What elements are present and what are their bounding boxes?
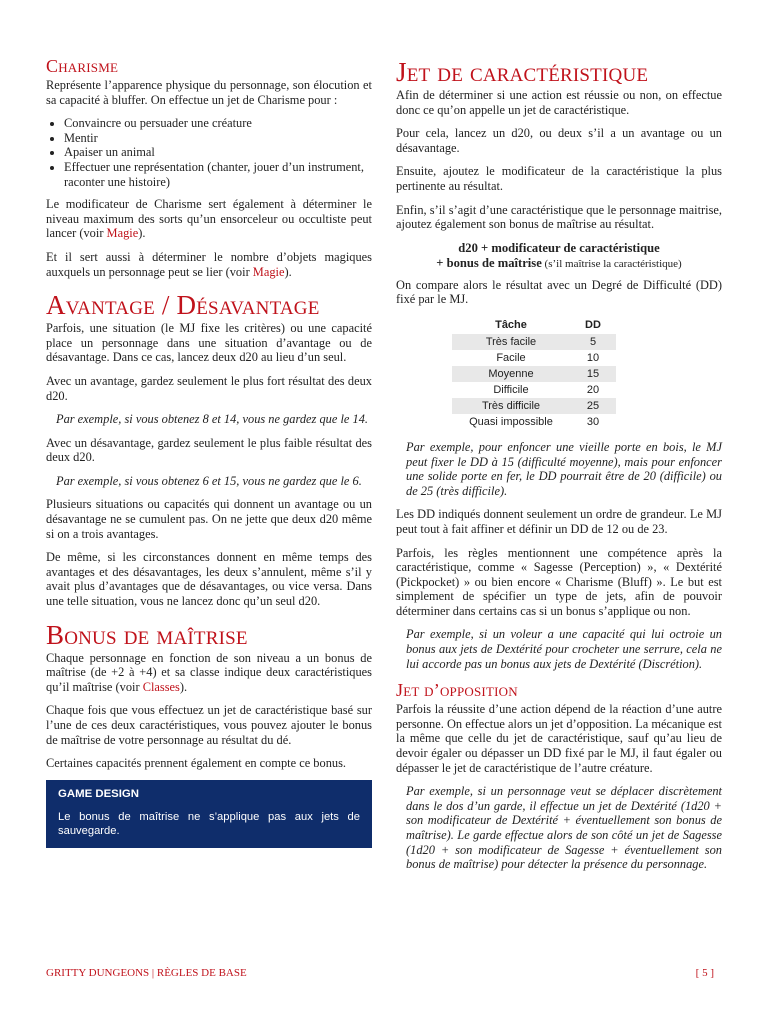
paragraph: Chaque fois que vous effectuez un jet de caractéristique basé sur l’une de ces deux caractéristiques, vous pouvez ajouter le bonus de maîtrise de votre personnage au résultat du dé. xyxy=(46,703,372,747)
list-item: • Convaincre ou persuader une créature xyxy=(64,116,372,131)
link-classes[interactable]: Classes xyxy=(142,679,180,694)
list-item: • Effectuer une représentation (chanter, jouer d’un instrument, raconter une histoire) xyxy=(64,160,372,189)
paragraph: Ensuite, ajoutez le modificateur de la caractéristique la plus pertinente au résultat. xyxy=(396,164,722,193)
list-item: • Apaiser un animal xyxy=(64,145,372,160)
text: ). xyxy=(179,679,188,694)
text: ). xyxy=(284,264,292,279)
table-row xyxy=(452,414,616,430)
table-row xyxy=(452,350,616,366)
page-footer xyxy=(46,967,722,979)
table-cell: Très difficile xyxy=(452,398,570,414)
text: Le modificateur de Charisme sert également à déterminer le niveau maximum des sorts qu’un ensorceleur ou occultiste peut lancer (voir xyxy=(46,197,372,241)
table-cell: 20 xyxy=(586,383,600,396)
table-header: DD xyxy=(585,318,601,331)
table-row xyxy=(452,398,616,414)
section-title-avantage: Avantage / Désavantage xyxy=(46,290,320,321)
right-column xyxy=(396,56,722,881)
paragraph: Enfin, s’il s’agit d’une caractéristique que le personnage maitrise, ajoutez également son bonus de maîtrise au résultat. xyxy=(396,202,722,232)
dd-table xyxy=(452,316,616,430)
example: Par exemple, si vous obtenez 6 et 15, vous ne gardez que le 6. xyxy=(56,473,362,488)
section-title-jet: Jet de caractéristique xyxy=(396,57,649,87)
table-row xyxy=(452,334,616,350)
example: Par exemple, si vous obtenez 8 et 14, vous ne gardez que le 14. xyxy=(56,412,368,427)
formula-line xyxy=(396,256,722,272)
text: Et il sert aussi à déterminer le nombre d’objets magiques auxquels un personnage peut se lier (voir xyxy=(46,249,372,279)
paragraph: De même, si les circonstances donnent en même temps des avantages et des désavantages, les deux s’annulent, même s’il y avait plus d’avantages que de désavantages, ou vice versa. Dans une telle situation, vous ne lancez donc qu’un seul d20. xyxy=(46,550,372,609)
formula-note: (s’il maîtrise la caractéristique) xyxy=(541,257,682,270)
table-cell: 5 xyxy=(570,334,616,350)
table-cell: 25 xyxy=(570,398,616,414)
example: Par exemple, si un personnage veut se déplacer discrètement dans le dos d’un garde, il effectue un jet de Dextérité (1d20 + son modificateur de Dextérité + éventuellement son bonus de maîtrise). Le garde effectue alors de son côté un jet de Sagesse (1d20 + son modificateur de Sagesse + éventuellement son bonus de maîtrise) pour détecter la présence du personnage. xyxy=(406,784,722,872)
table-cell: Difficile xyxy=(493,383,529,396)
paragraph: Pour cela, lancez un d20, ou deux s’il a un avantage ou un désavantage. xyxy=(396,126,722,155)
paragraph: Avec un désavantage, gardez seulement le plus faible résultat des deux d20. xyxy=(46,435,372,465)
text: ). xyxy=(138,226,146,241)
example: Par exemple, si un voleur a une capacité qui lui octroie un bonus aux jets de Dextérité pour crocheter une serrure, cela ne lui accorde pas un bonus aux jets de Dextérité (Discrétion). xyxy=(406,627,722,671)
paragraph: On compare alors le résultat avec un Degré de Difficulté (DD) fixé par le MJ. xyxy=(396,277,722,307)
box-title: GAME DESIGN xyxy=(58,787,140,800)
table-cell: 30 xyxy=(586,415,600,428)
page-number: [ 5 ] xyxy=(695,967,714,979)
paragraph xyxy=(46,651,372,695)
table-row xyxy=(452,382,616,398)
paragraph: Avec un avantage, gardez seulement le plus fort résultat des deux d20. xyxy=(46,373,372,403)
list-item: • Mentir xyxy=(64,131,372,146)
table-cell: 15 xyxy=(570,366,616,382)
box-body: Le bonus de maîtrise ne s’applique pas aux jets de sauvegarde. xyxy=(58,810,360,837)
left-column xyxy=(46,56,372,848)
example: Par exemple, pour enfoncer une vieille porte en bois, le MJ peut fixer le DD à 15 (difficulté moyenne), mais pour enfoncer une solide porte en fer, le DD pourrait être de 20 (difficile) ou de 25 (très difficile). xyxy=(406,439,722,498)
table-cell: Moyenne xyxy=(452,366,570,382)
link-magie[interactable]: Magie xyxy=(106,226,139,241)
game-design-box xyxy=(46,780,372,848)
paragraph: Parfois, les règles mentionnent une compétence après la caractéristique, comme « Sagesse (Perception) », « Dextérité (Pickpocket) » ou bien encore « Charisme (Bluff) ». Le but est simplement de spécifier un type de jets, afin de pouvoir déterminer dans certains cas si un bonus s’applique ou non. xyxy=(396,545,722,618)
section-title-opposition: Jet d’opposition xyxy=(396,680,518,701)
table-row xyxy=(452,366,616,382)
table-cell: Facile xyxy=(496,351,526,364)
formula-line: d20 + modificateur de caractéristique xyxy=(458,240,660,255)
paragraph: Afin de déterminer si une action est réussie ou non, on effectue donc ce qu’on appelle un jet de caractéristique. xyxy=(396,88,722,117)
paragraph: Plusieurs situations ou capacités qui donnent un avantage ou un désavantage ne se cumulent pas. On ne jette que deux d20 même si on a trois avantages. xyxy=(46,497,372,541)
footer-title: GRITTY DUNGEONS | RÈGLES DE BASE xyxy=(46,967,247,979)
formula xyxy=(396,241,722,272)
paragraph xyxy=(46,197,372,241)
text: + bonus de maîtrise xyxy=(436,255,542,270)
table-cell: Quasi impossible xyxy=(469,415,553,428)
paragraph xyxy=(46,250,372,279)
paragraph: Parfois la réussite d’une action dépend de la réaction d’une autre personne. On effectue alors un jet d’opposition. La mécanique est la même que celle du jet de caractéristique, sauf qu’au lieu de devoir égaler ou dépasser un DD fixé par le MJ, il faut égaler ou dépasser le jet de caractéristique de l’autre créature. xyxy=(396,702,722,775)
table-cell: 10 xyxy=(586,351,600,364)
text: Chaque personnage en fonction de son niveau a un bonus de maîtrise (de +2 à +4) et sa classe indique deux caractéristiques qu’il maîtrise (voir xyxy=(46,650,372,694)
table-cell: Très facile xyxy=(452,334,570,350)
section-title-charisme: Charisme xyxy=(46,56,119,76)
paragraph: Parfois, une situation (le MJ fixe les critères) ou une capacité place un personnage dans une situation d’avantage ou de désavantage. Dans ce cas, lancez deux d20 au lieu d’un seul. xyxy=(46,321,372,365)
link-magie[interactable]: Magie xyxy=(252,264,285,279)
paragraph: Certaines capacités prennent également en compte ce bonus. xyxy=(46,756,347,771)
paragraph: Représente l’apparence physique du personnage, son élocution et sa capacité à bluffer. On effectue un jet de Charisme pour : xyxy=(46,78,372,107)
paragraph: Les DD indiqués donnent seulement un ordre de grandeur. Le MJ peut tout à fait affiner et définir un DD de 12 ou de 23. xyxy=(396,507,722,536)
charisme-list xyxy=(46,116,372,189)
section-title-bonus: Bonus de maîtrise xyxy=(46,619,248,650)
table-header: Tâche xyxy=(495,318,527,331)
table-header-row xyxy=(452,316,616,334)
